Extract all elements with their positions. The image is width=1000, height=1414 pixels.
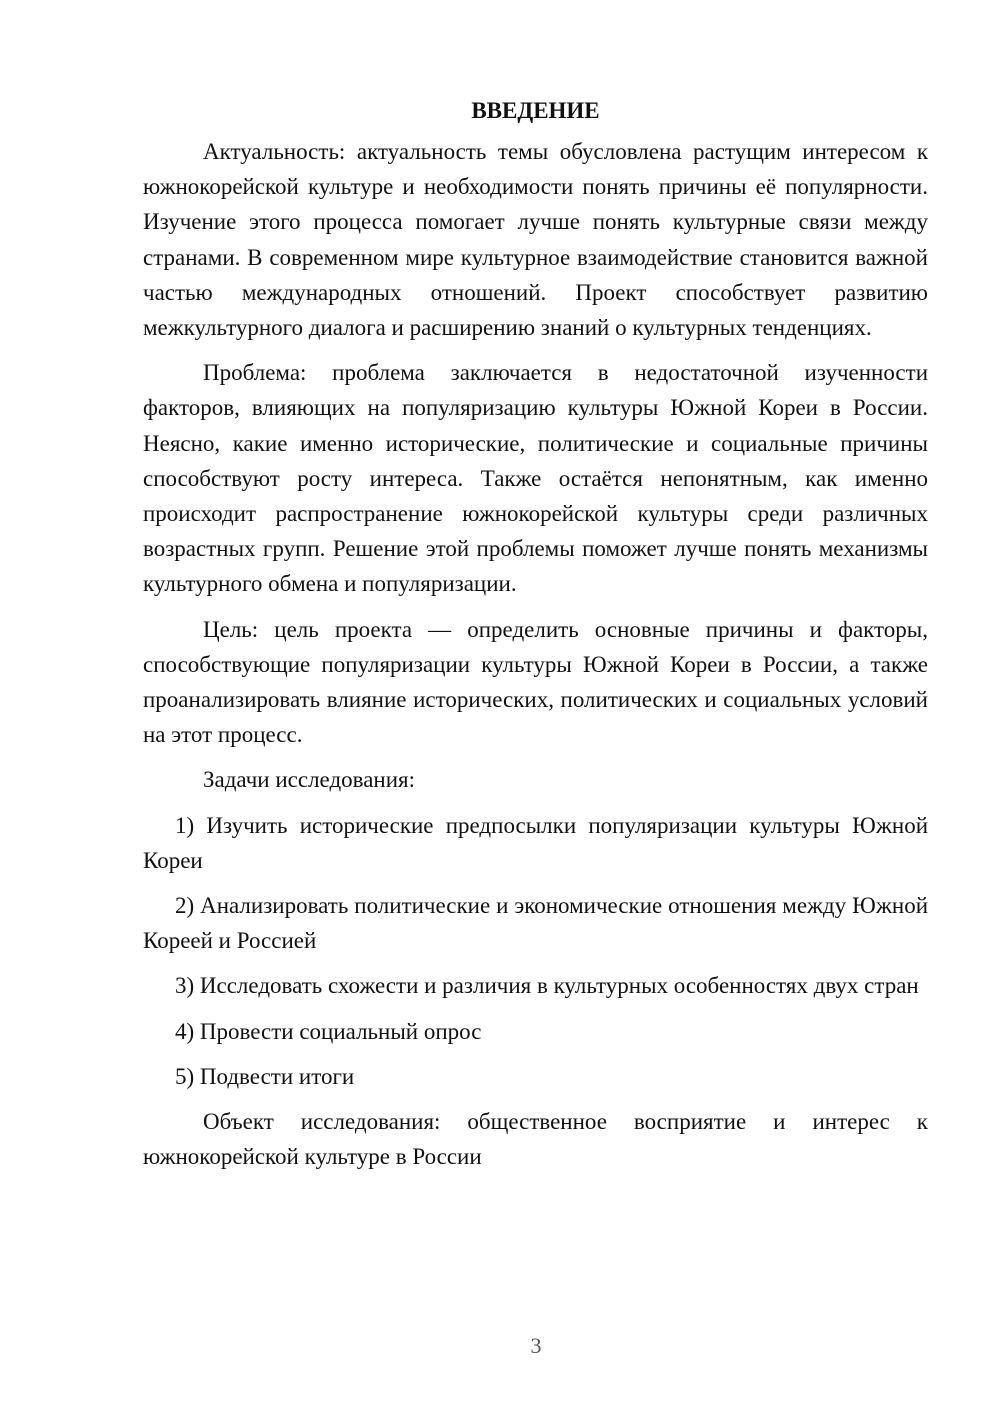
tasks-heading: Задачи исследования: (203, 767, 416, 793)
task-item: 1) Изучить исторические предпосылки популяризации культуры Южной Кореи (143, 812, 928, 873)
problem-paragraph: Проблема: проблема заключается в недостаточной изученности факторов, влияющих на популяризацию культуры Южной Кореи в России. Неясно, какие именно исторические, политические и социальные причины способствуют росту интереса. Также остаётся непонятным, как именно происходит распространение южнокорейской культуры среди различных возрастных групп. Решение этой проблемы поможет лучше понять механизмы культурного обмена и популяризации. (143, 360, 928, 597)
page-number: 3 (530, 1333, 542, 1358)
task-item: 5) Подвести итоги (175, 1063, 355, 1089)
section-heading: ВВЕДЕНИЕ (471, 98, 600, 123)
object-paragraph: Объект исследования: общественное восприятие и интерес к южнокорейской культуре в России (143, 1109, 928, 1170)
task-item: 3) Исследовать схожести и различия в культурных особенностях двух стран (175, 973, 919, 999)
task-item: 4) Провести социальный опрос (175, 1018, 482, 1044)
relevance-paragraph: Актуальность: актуальность темы обусловлена растущим интересом к южнокорейской культуре и необходимости понять причины её популярности. Изучение этого процесса помогает лучше понять культурные связи между странами. В современном мире культурное взаимодействие становится важной частью международных отношений. Проект способствует развитию межкультурного диалога и расширению знаний о культурных тенденциях. (143, 139, 928, 341)
task-item: 2) Анализировать политические и экономические отношения между Южной Кореей и Россией (143, 893, 928, 954)
goal-paragraph: Цель: цель проекта — определить основные причины и факторы, способствующие популяризации культуры Южной Кореи в России, а также проанализировать влияние исторических, политических и социальных условий на этот процесс. (143, 616, 928, 748)
page-body (143, 94, 928, 1184)
